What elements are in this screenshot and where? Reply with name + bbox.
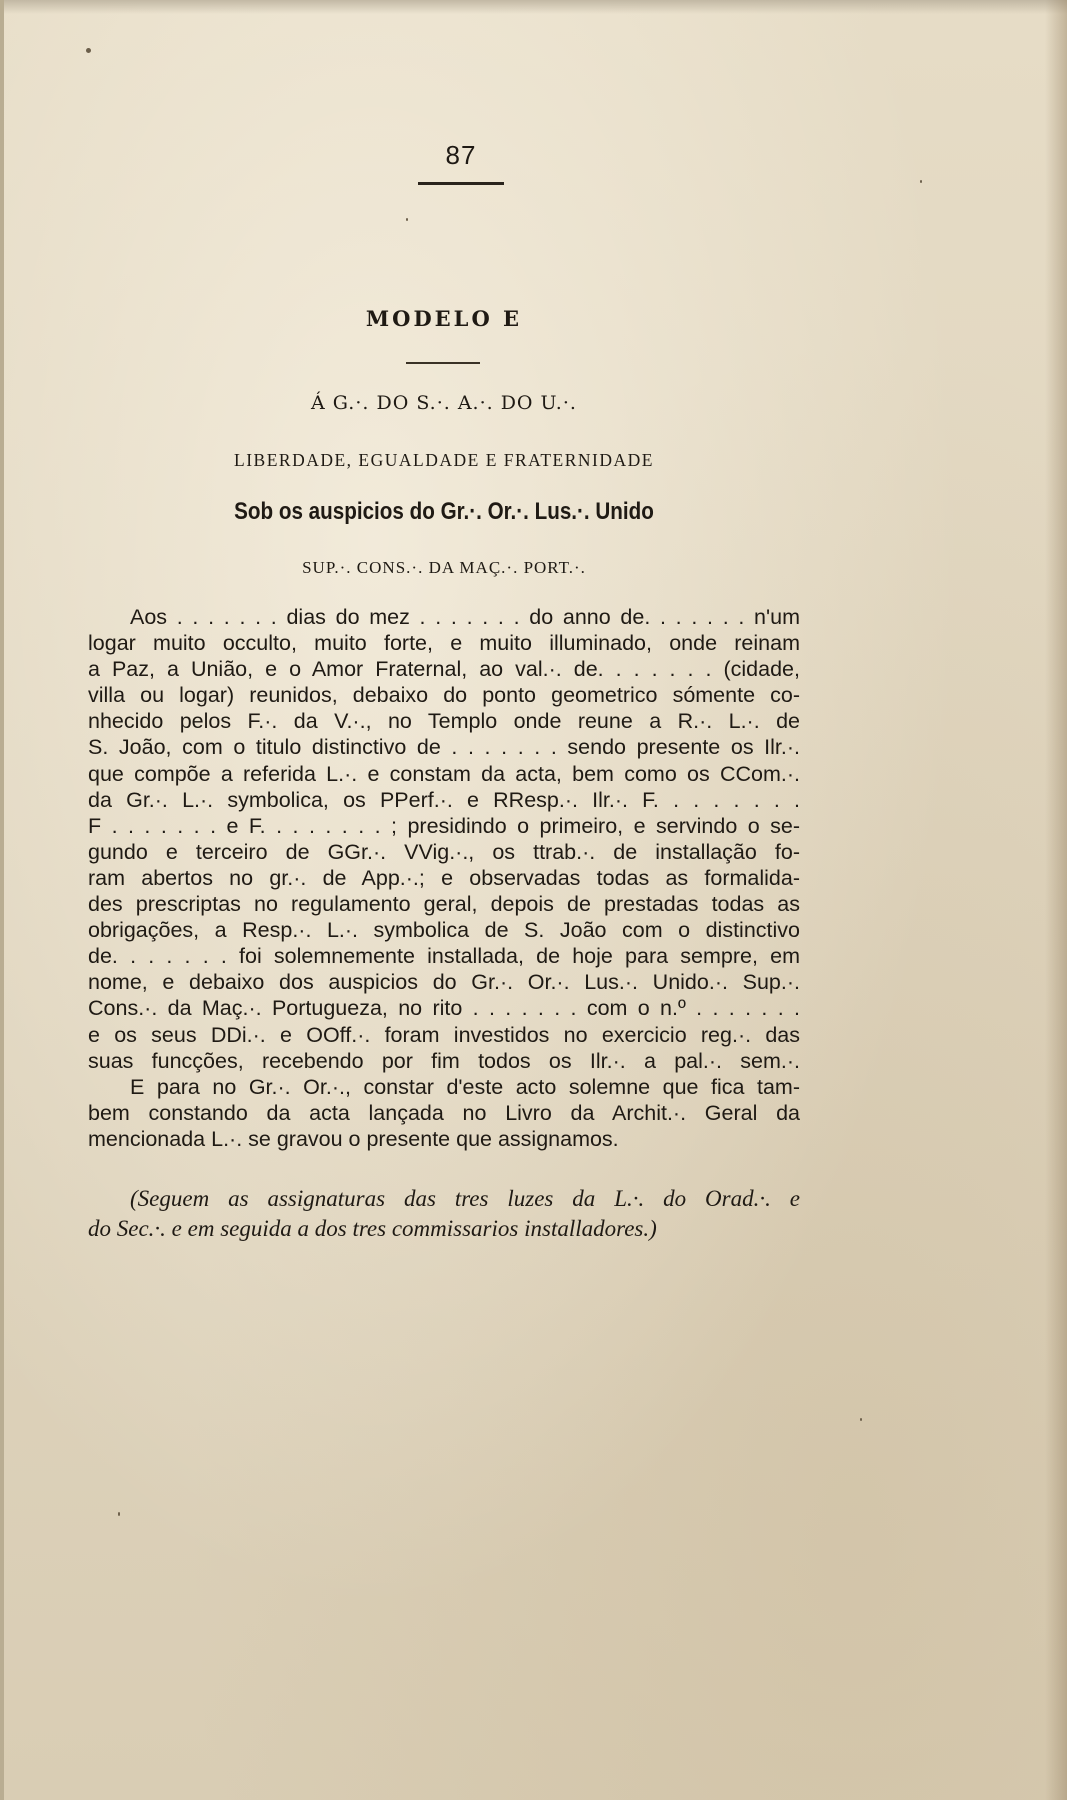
body-line: S. João, com o titulo distinctivo de . . . . . . . sendo presente os Ilr.·. [88, 735, 800, 760]
page-number: 87 [445, 140, 477, 170]
body-line: des prescriptas no regulamento geral, depois de prestadas todas as [88, 892, 800, 917]
body-line: que compõe a referida L.·. e constam da acta, bem como os CCom.·. [88, 761, 800, 786]
body-line: E para no Gr.·. Or.·., constar d'este acto solemne que fica tam- [130, 1074, 800, 1099]
body-line: nome, e debaixo dos auspicios do Gr.·. Or.·. Lus.·. Unido.·. Sup.·. [88, 970, 800, 995]
body-line: gundo e terceiro de GGr.·. VVig.·., os ttrab.·. de installação fo- [88, 839, 800, 864]
body-line: ram abertos no gr.·. de App.·.; e observadas todas as formalida- [88, 865, 800, 890]
page-number-underline [418, 182, 504, 185]
closing-note [88, 1184, 800, 1244]
page-heading: MODELO E [365, 306, 523, 331]
body-line: Cons.·. da Maç.·. Portugueza, no rito . . . . . . . com o n.º . . . . . . . [88, 996, 800, 1021]
heading-divider [406, 362, 480, 364]
body-line: de. . . . . . . foi solemnemente installada, de hoje para sempre, em [88, 944, 800, 969]
paper-left-edge [0, 0, 4, 1800]
closing-note-line: do Sec.·. e em seguida a dos tres commissarios installadores.) [88, 1216, 657, 1241]
body-line: mencionada L.·. se gravou o presente que assignamos. [88, 1126, 619, 1151]
council-line: SUP.·. CONS.·. DA MAÇ.·. PORT.·. [302, 558, 586, 577]
body-line: bem constando da acta lançada no Livro da Archit.·. Geral da [88, 1100, 800, 1125]
motto-line: LIBERDADE, EGUALDADE E FRATERNIDADE [234, 450, 654, 470]
dedication-line: Á G.·. DO S.·. A.·. DO U.·. [311, 392, 577, 414]
body-line: a Paz, a União, e o Amor Fraternal, ao val.·. de. . . . . . . (cidade, [88, 657, 800, 682]
body-line: nhecido pelos F.·. da V.·., no Templo onde reune a R.·. L.·. de [88, 709, 800, 734]
paper-speck [920, 180, 922, 183]
body-line: logar muito occulto, muito forte, e muito illuminado, onde reinam [88, 631, 800, 656]
paper-speck [86, 48, 91, 53]
body-line: obrigações, a Resp.·. L.·. symbolica de S. João com o distinctivo [88, 918, 800, 943]
body-line: suas funcções, recebendo por fim todos os Ilr.·. a pal.·. sem.·. [88, 1048, 800, 1073]
body-paragraph [88, 604, 800, 1152]
paper-top-edge [0, 0, 1067, 14]
body-line: e os seus DDi.·. e OOff.·. foram investidos no exercicio reg.·. das [88, 1022, 800, 1047]
paper-right-edge-shadow [1045, 0, 1067, 1800]
auspices-line: Sob os auspicios do Gr.·. Or.·. Lus.·. Unido [234, 498, 654, 525]
body-line: F . . . . . . . e F. . . . . . . . ; presidindo o primeiro, e servindo o se- [88, 813, 800, 838]
body-line: da Gr.·. L.·. symbolica, os PPerf.·. e RResp.·. Ilr.·. F. . . . . . . . [88, 787, 800, 812]
paper-speck [118, 1512, 120, 1516]
closing-note-line: (Seguem as assignaturas das tres luzes da L.·. do Orad.·. e [130, 1186, 800, 1211]
paper-speck [860, 1418, 862, 1421]
body-line: villa ou logar) reunidos, debaixo do ponto geometrico sómente co- [88, 683, 800, 708]
body-line: Aos . . . . . . . dias do mez . . . . . . . do anno de. . . . . . . n'um [130, 605, 800, 629]
paper-speck [406, 218, 408, 221]
